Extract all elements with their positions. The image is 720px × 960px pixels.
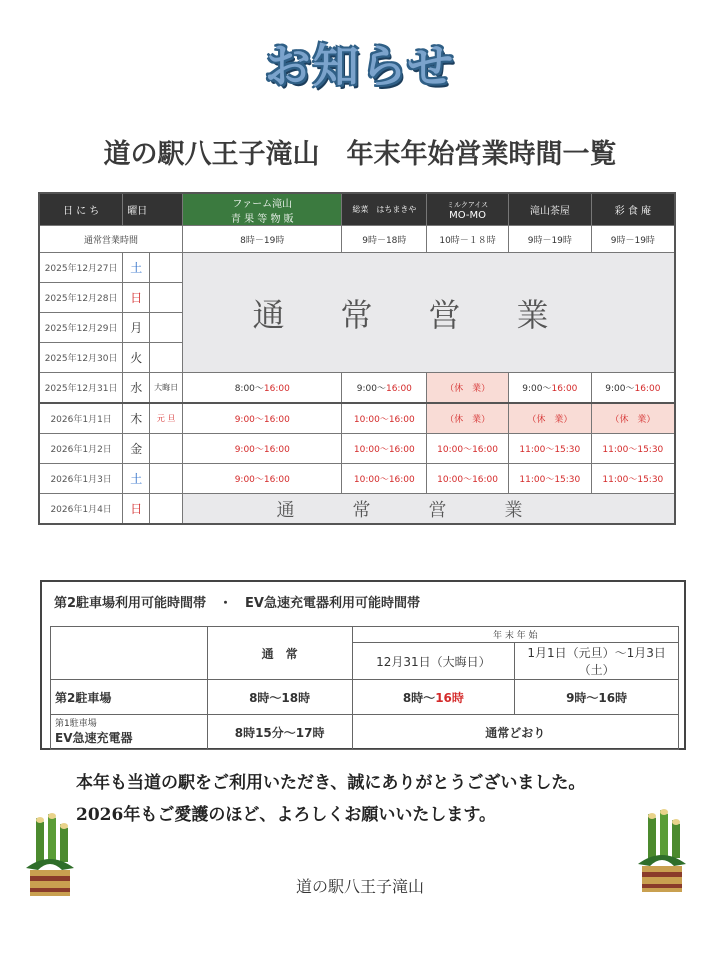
table-row-dec31: 2025年12月31日 水 大晦日 8:00～16:00 9:00～16:00 （休 業） 9:00～16:00 9:00～16:00 — [39, 373, 675, 404]
header-milk: ミルクアイス MO-MO — [427, 193, 509, 226]
header-row — [39, 193, 675, 226]
parking-row-2: 第2駐車場 8時～18時 8時～16時 9時～16時 — [51, 680, 679, 715]
table-row-jan3: 2026年1月3日 土 9:00～16:00 10:00～16:00 10:00～16:00 11:00～15:30 11:00～15:30 — [39, 464, 675, 494]
thanks-message: 本年も当道の駅をご利用いただき、誠にありがとうございました。 — [76, 773, 586, 793]
hours-table — [38, 192, 676, 525]
table-row-jan4: 2026年1月4日 日 通常営業 — [39, 494, 675, 525]
table-row: 2025年12月27日 土 通常営業 — [39, 253, 675, 283]
parking-table: 通 常 年 末 年 始 12月31日（大晦日） 1月1日（元旦）～1月3日（土） 第2駐車場 8時～18時 8時～16時 9時～16時 第1駐車場 EV急速充電器 8時15分～17時 通常どおり — [50, 626, 679, 750]
header-day: 曜日 — [123, 193, 183, 226]
header-date: 日 に ち — [39, 193, 123, 226]
new-year-message: 2026年もご愛護のほど、よろしくお願いいたします。 — [76, 805, 496, 825]
normal-operation-text: 通常営業 — [183, 253, 675, 373]
table-row: 2025年12月29日 月 — [39, 313, 675, 343]
normal-hours-row: 通常営業時間 8時－19時 9時－18時 10時－１８時 9時－19時 9時－19時 — [39, 226, 675, 253]
header-farm: ファーム滝山 青 果 等 物 販 — [183, 193, 342, 226]
parking-title: 第2駐車場利用可能時間帯 ・ EV急速充電器利用可能時間帯 — [54, 596, 420, 611]
notice-banner: お知らせ — [264, 39, 456, 93]
page-title: 道の駅八王子滝山 年末年始営業時間一覧 — [103, 139, 617, 170]
header-souzai: 総菜 はちまきや — [342, 193, 427, 226]
signature: 道の駅八王子滝山 — [295, 877, 424, 896]
table-row: 2025年12月28日 日 — [39, 283, 675, 313]
table-row-jan2: 2026年1月2日 金 9:00～16:00 10:00～16:00 10:00～16:00 11:00～15:30 11:00～15:30 — [39, 434, 675, 464]
header-chaya: 滝山茶屋 — [508, 193, 591, 226]
parking-row-ev: 第1駐車場 EV急速充電器 8時15分～17時 通常どおり — [51, 715, 679, 750]
header-irodori: 彩 食 庵 — [591, 193, 675, 226]
table-row: 2025年12月30日 火 — [39, 343, 675, 373]
table-row-jan1: 2026年1月1日 木 元 旦 9:00～16:00 10:00～16:00 （休 業） （休 業） （休 業） — [39, 403, 675, 434]
